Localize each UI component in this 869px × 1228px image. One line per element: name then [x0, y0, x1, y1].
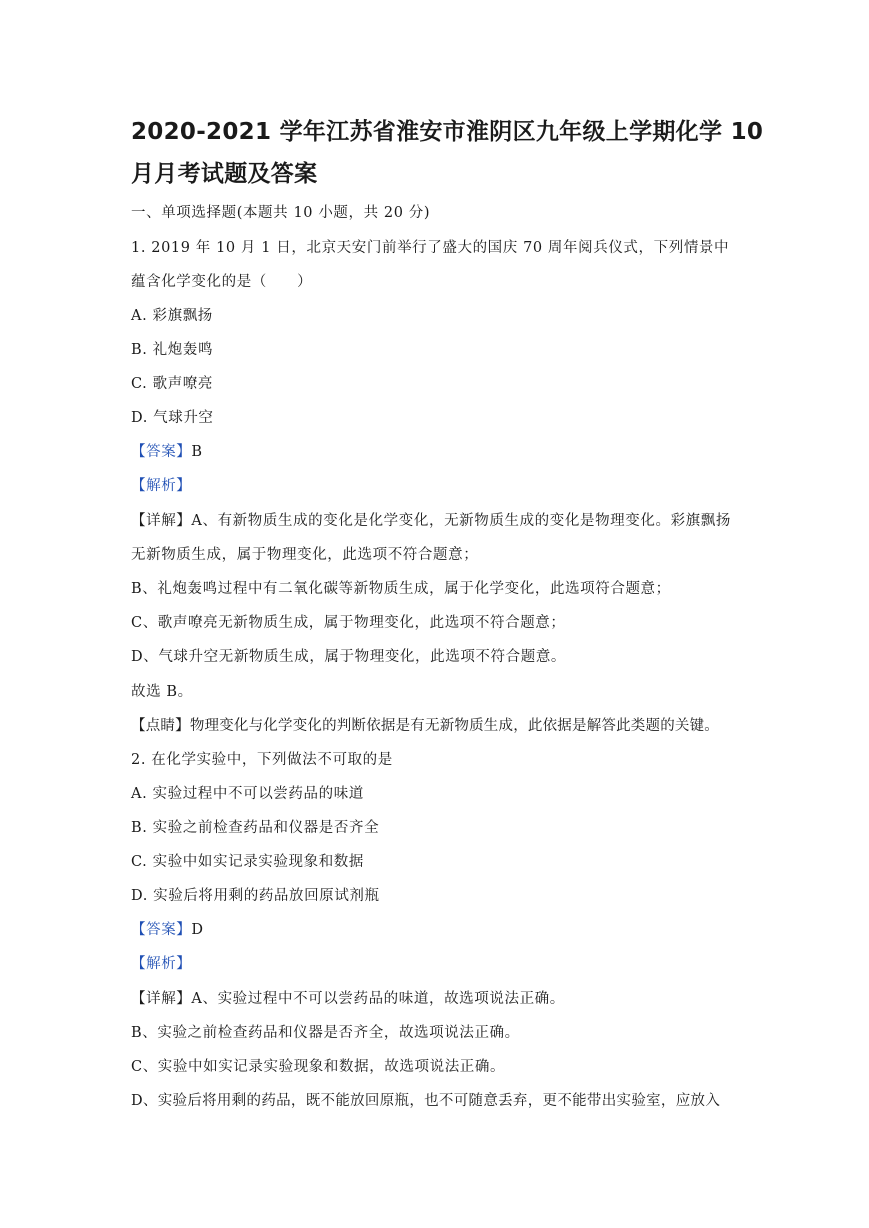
q1-stem-line-1: 1. 2019 年 10 月 1 日，北京天安门前举行了盛大的国庆 70 周年阅兵仪式，下列情景中 — [131, 240, 730, 256]
q1-answer-tag: 【答案】 — [131, 444, 192, 460]
q2-option-d: D. 实验后将用剩的药品放回原试剂瓶 — [131, 888, 380, 904]
q1-answer-value: B — [191, 444, 203, 460]
q2-option-b: B. 实验之前检查药品和仪器是否齐全 — [131, 820, 380, 836]
q2-option-a: A. 实验过程中不可以尝药品的味道 — [131, 786, 364, 802]
q1-detail-text-1: A、有新物质生成的变化是化学变化，无新物质生成的变化是物理变化。彩旗飘扬 — [191, 513, 731, 529]
q2-answer — [131, 920, 204, 940]
q1-comment-tag: 【点睛】 — [131, 718, 190, 734]
q2-detail-line-2: B、实验之前检查药品和仪器是否齐全，故选项说法正确。 — [131, 1025, 520, 1041]
q2-detail-line-1 — [131, 989, 565, 1009]
q2-detail-tag: 【详解】 — [131, 991, 192, 1007]
q2-answer-value: D — [191, 922, 204, 938]
q2-stem: 2. 在化学实验中，下列做法不可取的是 — [131, 752, 393, 768]
q1-option-a: A. 彩旗飘扬 — [131, 308, 213, 324]
document-title-line-2: 月月考试题及答案 — [131, 161, 318, 187]
q1-comment-text: 物理变化与化学变化的判断依据是有无新物质生成，此依据是解答此类题的关键。 — [189, 718, 720, 734]
q1-option-c: C. 歌声嘹亮 — [131, 376, 213, 392]
q2-analysis-tag: 【解析】 — [131, 956, 192, 972]
q2-option-c: C. 实验中如实记录实验现象和数据 — [131, 854, 364, 870]
q1-detail-line-3: B、礼炮轰鸣过程中有二氧化碳等新物质生成，属于化学变化，此选项符合题意； — [131, 581, 671, 597]
q2-detail-line-4: D、实验后将用剩的药品，既不能放回原瓶，也不可随意丢弃，更不能带出实验室，应放入 — [131, 1093, 721, 1109]
q1-option-d: D. 气球升空 — [131, 410, 214, 426]
q1-comment — [131, 716, 719, 736]
q1-option-b: B. 礼炮轰鸣 — [131, 342, 214, 358]
q1-detail-line-5: D、气球升空无新物质生成，属于物理变化，此选项不符合题意。 — [131, 649, 567, 665]
q1-detail-line-1 — [131, 511, 731, 531]
q2-detail-text-1: A、实验过程中不可以尝药品的味道，故选项说法正确。 — [191, 991, 565, 1007]
q2-detail-line-3: C、实验中如实记录实验现象和数据，故选项说法正确。 — [131, 1059, 506, 1075]
section-header: 一、单项选择题(本题共 10 小题，共 20 分) — [131, 205, 431, 221]
q1-detail-line-4: C、歌声嘹亮无新物质生成，属于物理变化，此选项不符合题意； — [131, 615, 566, 631]
q2-answer-tag: 【答案】 — [131, 922, 192, 938]
q1-answer — [131, 442, 203, 462]
document-title-line-1: 2020-2021 学年江苏省淮安市淮阴区九年级上学期化学 10 — [131, 119, 764, 145]
q1-conclusion: 故选 B。 — [131, 684, 193, 700]
q1-stem-line-2: 蕴含化学变化的是（ ） — [131, 274, 313, 290]
q1-detail-line-2: 无新物质生成，属于物理变化，此选项不符合题意； — [131, 547, 479, 563]
q1-detail-tag: 【详解】 — [131, 513, 192, 529]
q1-analysis-tag: 【解析】 — [131, 478, 192, 494]
